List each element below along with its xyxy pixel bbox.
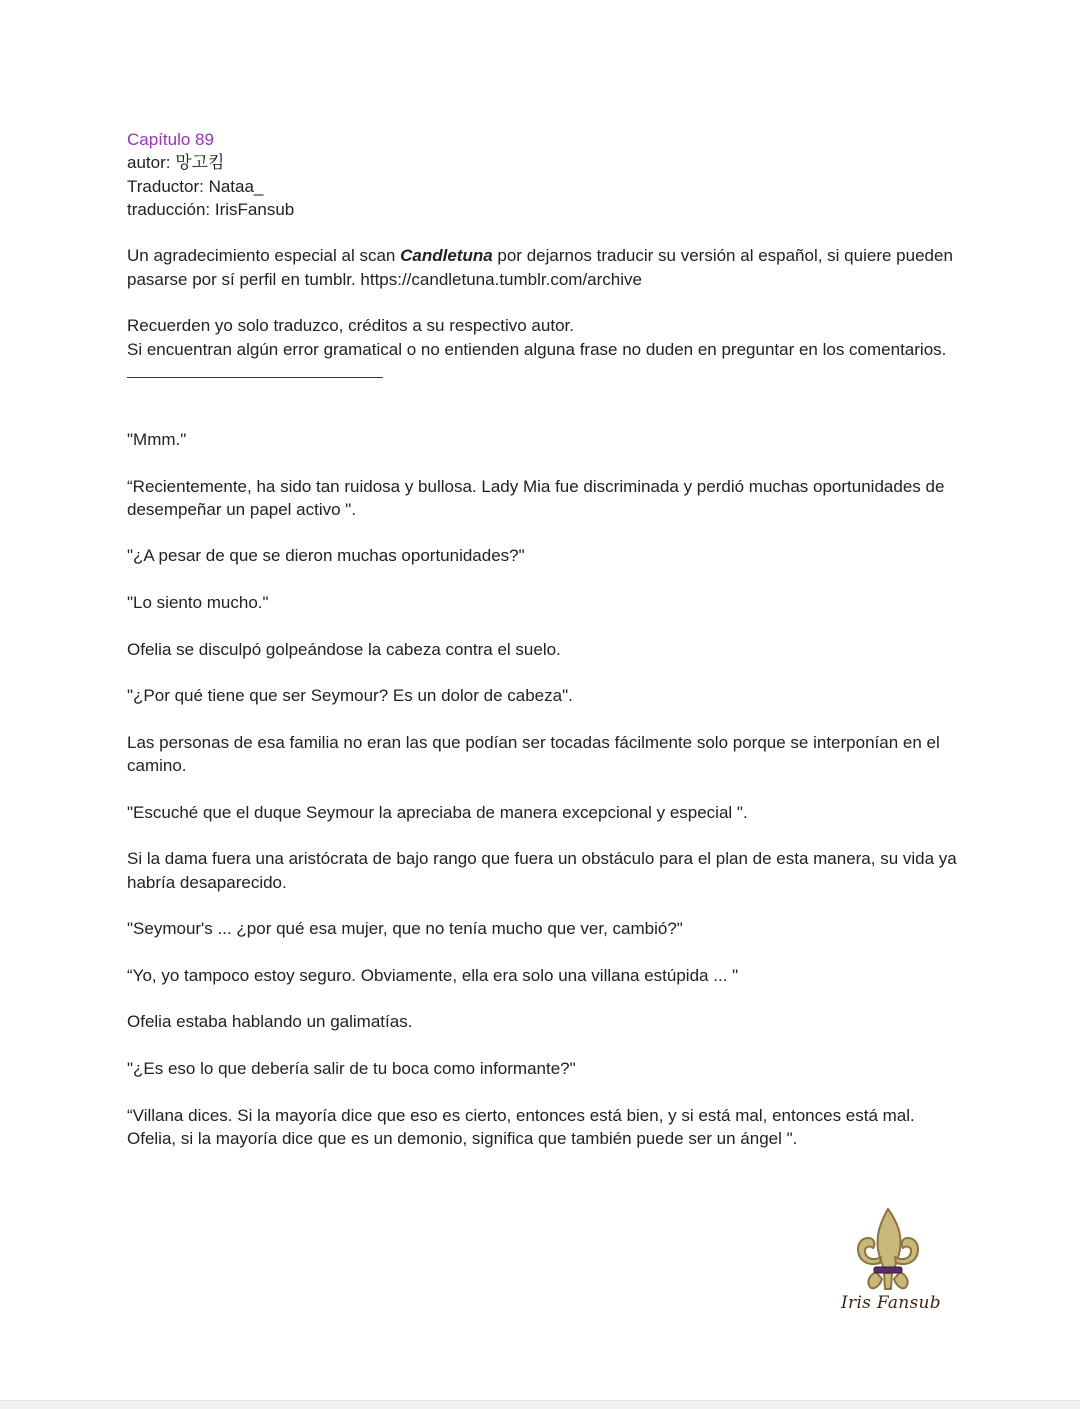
iris-fansub-logo [836,1205,946,1320]
story-paragraph: "¿Es eso lo que debería salir de tu boca como informante?" [127,1058,576,1078]
credits-note: Recuerden yo solo traduzco, créditos a su respectivo autor. [127,316,574,336]
story-paragraph: Si la dama fuera una aristócrata de bajo rango que fuera un obstáculo para el plan de esta manera, su vida ya habría desaparecido. [127,849,957,892]
story-paragraph: “Recientemente, ha sido tan ruidosa y bullosa. Lady Mia fue discriminada y perdió muchas oportunidades de desempeñar un papel activo ". [127,476,945,519]
thanks-paragraph [127,244,957,291]
story-paragraph: "Escuché que el duque Seymour la apreciaba de manera excepcional y especial ". [127,802,748,822]
story-paragraph: "¿A pesar de que se dieron muchas oportunidades?" [127,546,525,566]
story-paragraph: “Villana dices. Si la mayoría dice que eso es cierto, entonces está bien, y si está mal, entonces está mal. Ofelia, si la mayoría dice que es un demonio, significa que también puede ser un ángel ". [127,1105,915,1148]
thanks-text-before: Un agradecimiento especial al scan [127,246,401,266]
author-line: autor: 망고킴 [127,153,225,173]
story-paragraph: Las personas de esa familia no eran las que podían ser tocadas fácilmente solo porque se interponían en el camino. [127,732,940,776]
translation-line: traducción: IrisFansub [127,199,295,219]
logo-text: Iris Fansub [841,1293,941,1313]
story-paragraph: Ofelia se disculpó golpeándose la cabeza contra el suelo. [127,639,561,659]
fleur-de-lis-icon [836,1205,946,1293]
thanks-text-after: por dejarnos traducir su versión al español, si quiere pueden pasarse por sí perfil en tumblr. https://candletuna.tumblr.com/archive [127,246,953,289]
story-paragraph: Ofelia estaba hablando un galimatías. [127,1012,413,1032]
story-paragraph: "¿Por qué tiene que ser Seymour? Es un dolor de cabeza". [127,686,573,706]
errors-note: Si encuentran algún error gramatical o no entienden alguna frase no duden en preguntar en los comentarios. [127,339,947,359]
document-body [127,128,957,1150]
story-paragraph: “Yo, yo tampoco estoy seguro. Obviamente, ella era solo una villana estúpida ... " [127,965,739,985]
chapter-title: Capítulo 89 [127,130,214,149]
scan-name: Candletuna [400,246,493,266]
story-paragraph: "Seymour's ... ¿por qué esa mujer, que no tenía mucho que ver, cambió?" [127,919,683,939]
story-paragraph: "Lo siento mucho." [127,593,269,613]
translator-line: Traductor: Nataa_ [127,176,264,196]
story-paragraph: "Mmm." [127,429,187,449]
